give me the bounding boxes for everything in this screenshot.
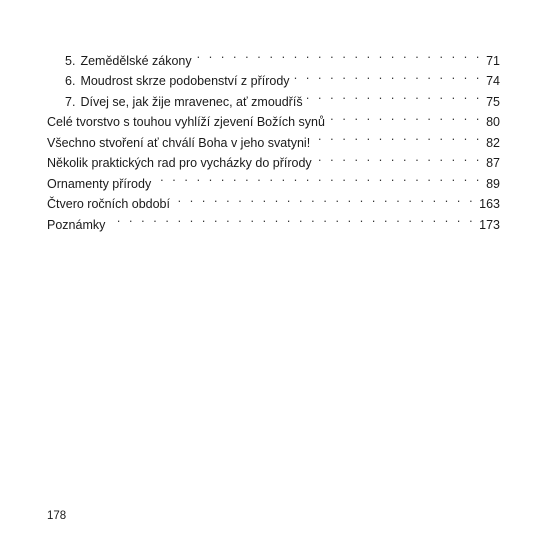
toc-entry-page: 75	[486, 94, 500, 109]
dot-leader	[155, 167, 482, 188]
table-of-contents	[47, 44, 500, 232]
toc-entry-number: 7.	[65, 94, 76, 109]
dot-leader	[329, 106, 482, 127]
toc-entry-page: 89	[486, 176, 500, 191]
dot-leader	[307, 85, 482, 106]
toc-entry-title: Celé tvorstvo s touhou vyhlíží zjevení Božích synů	[47, 115, 325, 129]
toc-entry-number: 6.	[65, 74, 76, 88]
toc-entry-title: Několik praktických rad pro vycházky do přírody	[47, 156, 312, 170]
toc-entry-page: 82	[486, 135, 500, 150]
toc-entry	[47, 208, 500, 232]
dot-leader	[174, 188, 475, 209]
dot-leader	[294, 65, 482, 86]
toc-entry-title: Ornamenty přírody	[47, 176, 152, 191]
dot-leader	[196, 44, 482, 65]
toc-entry-title: Čtvero ročních období	[47, 197, 170, 211]
toc-entry	[47, 44, 500, 68]
toc-entry-number: 5.	[65, 53, 76, 68]
toc-entry-page: 80	[486, 115, 500, 129]
toc-entry-page: 173	[479, 217, 500, 232]
toc-entry-title: Moudrost skrze podobenství z přírody	[80, 74, 290, 88]
dot-leader	[109, 208, 475, 229]
toc-entry-title: Všechno stvoření ať chválí Boha v jeho svatyni!	[47, 135, 311, 150]
toc-entry-page: 74	[486, 74, 500, 88]
dot-leader	[314, 126, 482, 147]
toc-entry-page: 87	[486, 156, 500, 170]
toc-entry-page: 163	[479, 197, 500, 211]
toc-entry-page: 71	[486, 53, 500, 68]
dot-leader	[316, 147, 482, 168]
toc-entry-title: Poznámky	[47, 217, 106, 232]
toc-entry-title: Zemědělské zákony	[80, 53, 192, 68]
toc-entry-title: Dívej se, jak žije mravenec, ať zmoudříš	[80, 94, 303, 109]
page-number: 178	[47, 510, 67, 522]
